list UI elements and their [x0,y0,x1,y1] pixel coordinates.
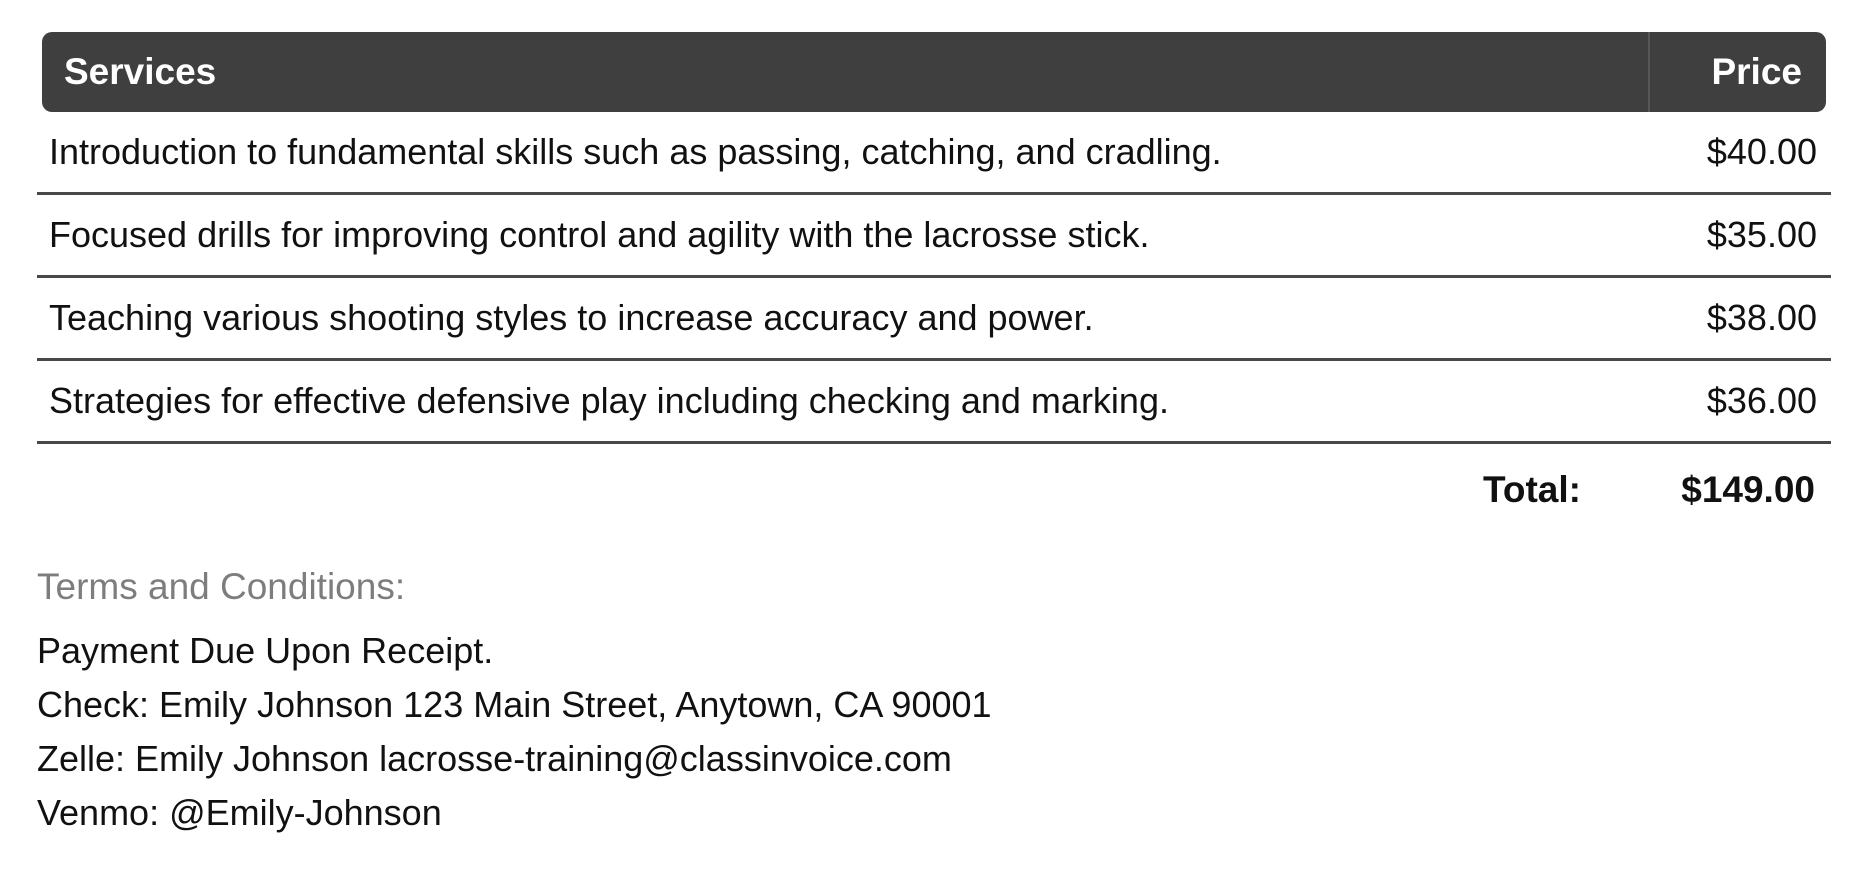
terms-heading: Terms and Conditions: [37,566,406,607]
table-row [37,195,1831,278]
total-row [37,444,1831,536]
total-label: Total: [1483,469,1581,510]
total-value: $149.00 [1681,469,1815,510]
terms-line-check: Check: Emily Johnson 123 Main Street, Anytown, CA 90001 [37,684,992,725]
service-price: $38.00 [1706,297,1817,338]
price-column-header: Price [1711,51,1802,92]
table-row [37,361,1831,444]
service-description: Focused drills for improving control and agility with the lacrosse stick. [49,214,1150,255]
services-table [37,32,1831,536]
terms-line-zelle: Zelle: Emily Johnson lacrosse-training@classinvoice.com [37,738,952,779]
service-description: Strategies for effective defensive play including checking and marking. [49,380,1169,421]
table-row [37,278,1831,361]
service-price: $36.00 [1706,380,1817,421]
services-column-header: Services [42,32,1650,112]
terms-line-venmo: Venmo: @Emily-Johnson [37,792,442,833]
terms-section [37,562,1831,840]
service-description: Introduction to fundamental skills such as passing, catching, and cradling. [49,131,1222,172]
table-row [37,112,1831,195]
service-price: $40.00 [1706,131,1817,172]
terms-line-payment: Payment Due Upon Receipt. [37,630,494,671]
service-price: $35.00 [1706,214,1817,255]
services-table-header [42,32,1826,112]
service-description: Teaching various shooting styles to increase accuracy and power. [49,297,1094,338]
